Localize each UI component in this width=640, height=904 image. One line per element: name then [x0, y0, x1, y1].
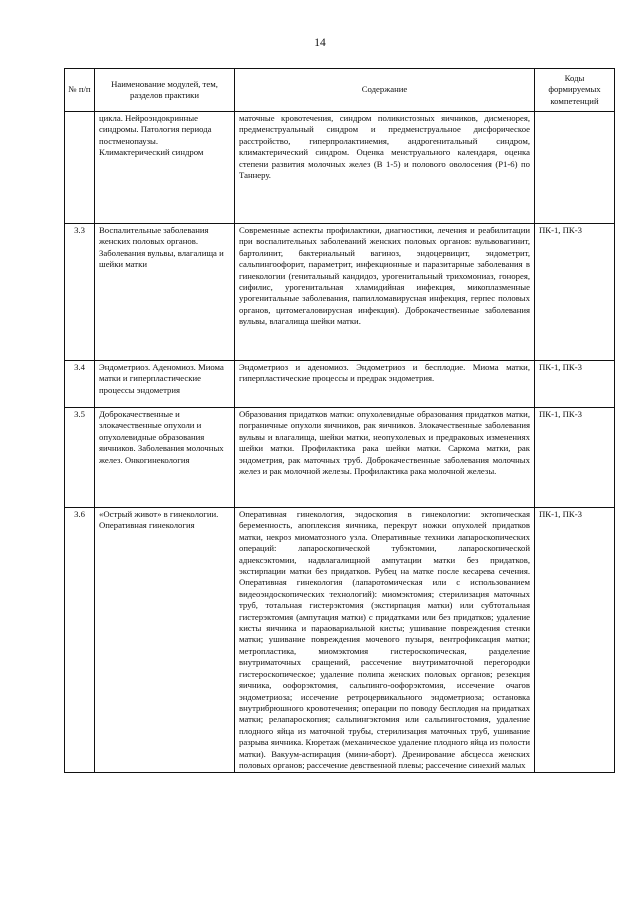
row-content: маточные кровотечения, синдром поликистозных яичников, дисменорея, предменструальный синдром и предменструальное дисфорическое расстройство, гиперпролактинемия, андрогенитальный синдром, климактерический синдром. Оценка менструального календаря, оценка степени развития молочных желез (В 1-5) и полового оволосения (Р1-6) по Таннеру.	[235, 112, 535, 224]
header-content: Содержание	[235, 69, 535, 112]
curriculum-table	[64, 68, 615, 773]
header-number: № п/п	[65, 69, 95, 112]
row-module: Воспалительные заболевания женских половых органов. Заболевания вульвы, влагалища и шейки матки	[95, 224, 235, 361]
row-module: «Острый живот» в гинекологии. Оперативная гинекология	[95, 508, 235, 773]
row-codes: ПК-1, ПК-3	[535, 224, 615, 361]
row-content: Образования придатков матки: опухолевидные образования придатков матки, пограничные опухоли яичников, рак яичников. Злокачественные заболевания вульвы и влагалища, шейки матки, неопухолевых и предраковых изменениях шейки матки. Профилактика рака шейки матки. Саркома матки, рак эндометрия, рак маточных труб. Доброкачественные заболевания молочных желез и рак молочной железы. Профилактика рака молочной железы.	[235, 408, 535, 508]
table-row	[65, 408, 615, 508]
row-number: 3.4	[65, 361, 95, 408]
page-number: 14	[314, 37, 326, 49]
row-number	[65, 112, 95, 224]
row-content: Оперативная гинекология, эндоскопия в гинекологии: эктопическая беременность, апоплексия яичника, перекрут ножки опухолей придатков матки, некроз миоматозного узла. Оперативные техники лапароскопических операций: лапароскопической тубэктомии, лапароскопической аднексэктомии, надвлагалищной ампутации матки без придатков, экстирпации матки без придатков. Рубец на матке после кесарева сечения. Оперативная гинекология (лапаротомическая или с использованием видеоэндоскопических технологий): миомэктомия; стерилизация маточных труб, тотальная гистерэктомия (экстирпация матки) или субтотальная гистерэктомия (ампутация матки) с придатками или без придатков; удаление кисты яичника и параовариальной кисты; ушивание повреждения стенки матки; ушивание повреждения мочевого пузыря, вентрофиксация матки; метропластика, миомэктомия гистероскопическая, разделение внутриматочных сращений, рассечение внутриматочной перегородки гистероскопическое; удаление полипа женских половых органов; резекция яичника, оофорэктомия, сальпинго-оофорэктомия, иссечение очагов эндометриоза; иссечение ретроцервикального эндометриоза; остановка внутрибрюшного кровотечения; операции по поводу бесплодия на придатках матки; релапароскопия; сальпингэктомия или сальпингостомия, удаление плодного яйца из маточной трубы, стерилизация маточных труб, ушивание разрыва яичника. Кюретаж (механическое удаление плодного яйца из полости матки). Вакуум-аспирация (мини-аборт). Дренирование абсцесса женских половых органов; рассечение девственной плевы; рассечение синехий малых	[235, 508, 535, 773]
row-number: 3.5	[65, 408, 95, 508]
row-content: Современные аспекты профилактики, диагностики, лечения и реабилитации при воспалительных заболеваний женских половых органов: вульвовагинит, бартолинит, бактериальный вагиноз, эндоцервицит, эндометрит, сальпингоофорит, параметрит, инфекционные и паразитарные заболевания в гинекологии (генитальный кандидоз, урогенитальный трихомониаз, гонорея, сифилис, урогенитальная хламидийная инфекция, микоплазменные урогенитальные заболевания, папилломавирусная инфекция, герпес половых органов, цитомегаловирусная инфекция). Доброкачественные заболевания вульвы, влагалища шейки матки.	[235, 224, 535, 361]
row-module: Доброкачественные и злокачественные опухоли и опухолевидные образования яичников. Заболевания молочных желез. Онкогинекология	[95, 408, 235, 508]
table-row	[65, 361, 615, 408]
row-number: 3.3	[65, 224, 95, 361]
table-header-row	[65, 69, 615, 112]
row-content: Эндометриоз и аденомиоз. Эндометриоз и бесплодие. Миома матки, гиперпластические процессы и предрак эндометрия.	[235, 361, 535, 408]
row-codes	[535, 112, 615, 224]
row-number: 3.6	[65, 508, 95, 773]
row-module: Эндометриоз. Аденомиоз. Миома матки и гиперпластические процессы эндометрия	[95, 361, 235, 408]
header-codes: Коды формируемых компетенций	[535, 69, 615, 112]
table-row	[65, 508, 615, 773]
row-codes: ПК-1, ПК-3	[535, 508, 615, 773]
row-codes: ПК-1, ПК-3	[535, 408, 615, 508]
header-module: Наименование модулей, тем, разделов практики	[95, 69, 235, 112]
table-row	[65, 224, 615, 361]
row-codes: ПК-1, ПК-3	[535, 361, 615, 408]
table-row	[65, 112, 615, 224]
row-module: цикла. Нейроэндокринные синдромы. Патология периода постменопаузы. Климактерический синдром	[95, 112, 235, 224]
